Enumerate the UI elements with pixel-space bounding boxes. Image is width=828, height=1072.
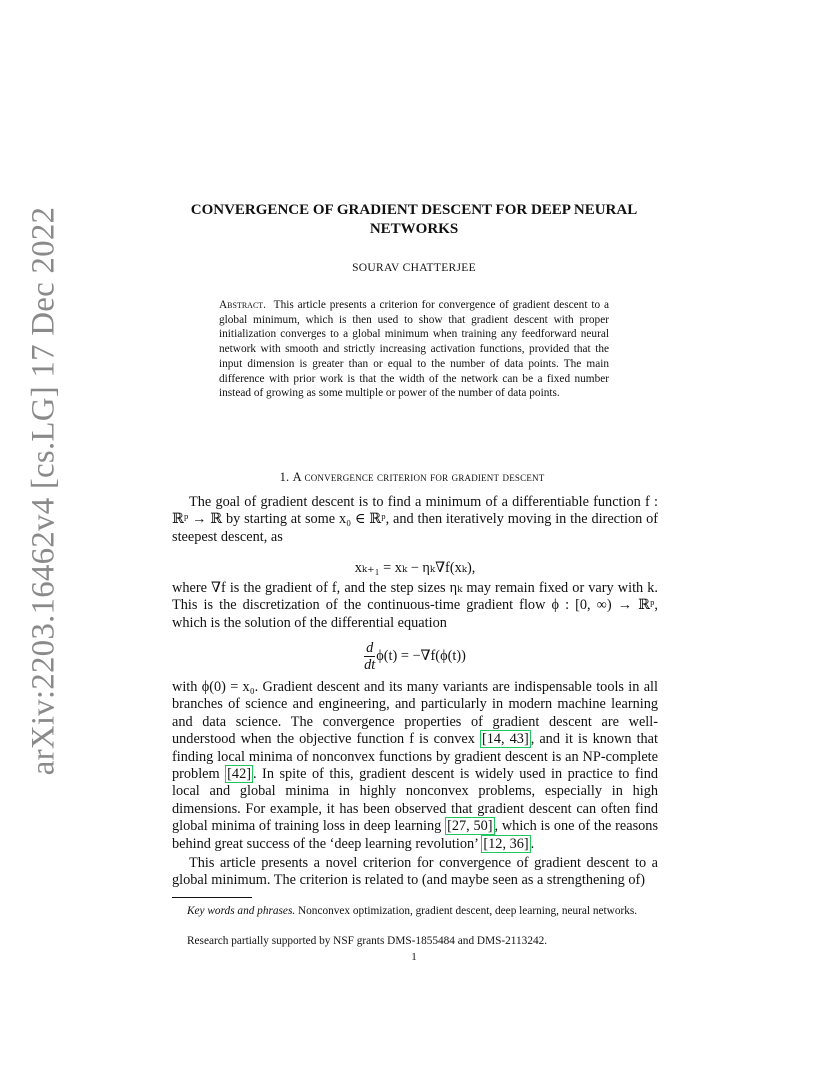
fraction-numerator: d — [366, 640, 374, 656]
fraction-denominator: dt — [364, 657, 376, 673]
citation-link[interactable]: [27, 50] — [447, 818, 493, 835]
arxiv-sidebar-stamp — [25, 206, 62, 776]
paragraph-background-part: , and it is known that finding local minima of nonconvex functions by gradient descent is an NP-complete problem — [172, 731, 659, 783]
section-number: 1. — [279, 470, 290, 484]
keywords-label: Key words and phrases. — [187, 905, 296, 917]
equation-differential — [172, 640, 658, 673]
paragraph-contribution: This article presents a novel criterion for convergence of gradient descent to a global minimum. The criterion is related to (and maybe seen as a strengthening of) — [172, 855, 658, 889]
paragraph-background-part: with ϕ(0) = x₀. Gradient descent and its many variants are indispensable tools in all branches of science and engineering, and particularly in modern machine learning and data science. The convergence properties of gradient descent are well-understood when the objective function f is convex — [172, 679, 658, 748]
abstract — [219, 298, 609, 401]
citation-link[interactable]: [14, 43] — [481, 731, 529, 748]
citation-link[interactable]: [12, 36] — [483, 835, 529, 852]
page-number: 1 — [411, 951, 417, 963]
section-heading — [172, 470, 656, 485]
section-title: A convergence criterion for gradient descent — [292, 470, 545, 484]
equation-gradient-step: xₖ₊₁ = xₖ − ηₖ∇f(xₖ), — [354, 560, 476, 576]
equation-differential-rhs: ϕ(t) = −∇f(ϕ(t)) — [376, 647, 466, 664]
paper-title: CONVERGENCE OF GRADIENT DESCENT FOR DEEP NEURAL NETWORKS — [190, 202, 638, 237]
footnote-divider — [172, 897, 252, 898]
author-name: SOURAV CHATTERJEE — [352, 262, 476, 274]
derivative-fraction — [364, 640, 375, 673]
arxiv-id-label: arXiv:2203.16462v4 [cs.LG] 17 Dec 2022 — [25, 206, 62, 776]
paragraph-background — [172, 679, 658, 853]
citation-link[interactable]: [42] — [227, 766, 251, 783]
abstract-text: This article presents a criterion for convergence of gradient descent to a global minimum, which is then used to show that gradient descent with proper initialization converges to a global minimum when training any feedforward neural network with smooth and strictly increasing activation functions, provided that the input dimension is greater than or equal to the number of data points. The main difference with prior work is that the width of the network can be a fixed number instead of growing as some multiple or power of the number of data points. — [219, 299, 609, 400]
paragraph-background-part: . In spite of this, gradient descent is widely used in practice to find local and global minima in highly nonconvex problems, especially in high dimensions. For example, it has been observed that gradient descent can often find global minima of training loss in deep learning — [172, 766, 658, 835]
paragraph-intro: The goal of gradient descent is to find a minimum of a differentiable function f : ℝᵖ → ℝ by starting at some x₀ ∈ ℝᵖ, and then iteratively moving in the direction of steepest descent, as — [172, 494, 658, 545]
abstract-label: Abstract. — [219, 299, 266, 311]
paragraph-gradient-flow: where ∇f is the gradient of f, and the step sizes ηₖ may remain fixed or vary with k. This is the discretization of the continuous-time gradient flow ϕ : [0, ∞) → ℝᵖ, which is the solution of the differential equation — [172, 580, 658, 631]
footnote-funding: Research partially supported by NSF grants DMS-1855484 and DMS-2113242. — [187, 935, 548, 947]
footnote-keywords — [172, 904, 658, 919]
keywords-text: Nonconvex optimization, gradient descent, deep learning, neural networks. — [298, 905, 638, 917]
paragraph-background-part: , which is one of the reasons behind great success of the ‘deep learning revolution’ — [172, 818, 659, 852]
paragraph-background-part: . — [530, 835, 535, 852]
